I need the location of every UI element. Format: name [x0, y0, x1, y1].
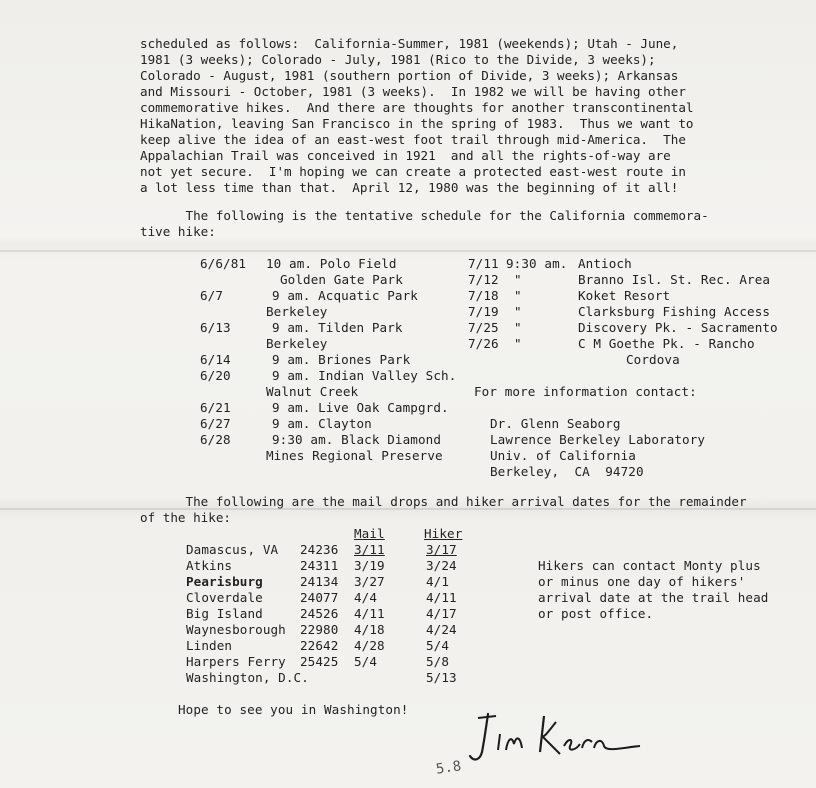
table-zip: 24134 [300, 574, 339, 589]
contact-line: Dr. Glenn Seaborg [490, 416, 621, 431]
text-line: The following is the tentative schedule for the California commemora- [140, 208, 709, 223]
table-zip: 24311 [300, 558, 339, 573]
table-town: Harpers Ferry [186, 654, 286, 669]
table-town: Atkins [186, 558, 233, 573]
table-hiker-date: 5/13 [426, 670, 457, 685]
text-line: not yet secure. I'm hoping we can create a protected east-west route in [140, 164, 686, 179]
text-line: HikaNation, leaving San Francisco in the spring of 1983. Thus we want to [140, 116, 694, 131]
table-town: Linden [186, 638, 233, 653]
schedule-time: " [514, 272, 522, 287]
schedule-time: 9:30 am. [506, 256, 568, 271]
table-zip: 24236 [300, 542, 339, 557]
schedule-date: 6/13 [200, 320, 231, 335]
schedule-place: Cordova [626, 352, 680, 367]
table-zip: 24526 [300, 606, 339, 621]
note-line: or post office. [538, 606, 654, 621]
table-zip: 24077 [300, 590, 339, 605]
schedule-date: 7/26 [468, 336, 499, 351]
postmark-stamp: 5.8 [435, 758, 463, 778]
fold-crease [0, 250, 816, 252]
table-town: Washington, D.C. [186, 670, 309, 685]
schedule-entry: 10 am. Polo Field [266, 256, 397, 271]
schedule-date: 6/6/81 [200, 256, 247, 271]
contact-heading: For more information contact: [474, 384, 697, 399]
table-hiker-date: 4/1 [426, 574, 450, 589]
contact-line: Univ. of California [490, 448, 636, 463]
schedule-place: Branno Isl. St. Rec. Area [578, 272, 771, 287]
schedule-place: Clarksburg Fishing Access [578, 304, 771, 319]
schedule-time: " [514, 288, 522, 303]
schedule-date: 6/7 [200, 288, 224, 303]
note-line: Hikers can contact Monty plus [538, 558, 761, 573]
schedule-entry: Golden Gate Park [280, 272, 403, 287]
text-line: tive hike: [140, 224, 216, 239]
mail-intro [140, 494, 747, 526]
table-town: Damascus, VA [186, 542, 279, 557]
table-zip: 25425 [300, 654, 339, 669]
schedule-entry: Berkeley [266, 304, 328, 319]
table-mail-date: 4/4 [354, 590, 378, 605]
text-line: Appalachian Trail was conceived in 1921 and all the rights-of-way are [140, 148, 671, 163]
schedule-date: 7/11 [468, 256, 499, 271]
schedule-date: 7/12 [468, 272, 499, 287]
note-line: or minus one day of hikers' [538, 574, 746, 589]
table-mail-date: 4/11 [354, 606, 385, 621]
text-line: scheduled as follows: California-Summer, 1981 (weekends); Utah - June, [140, 36, 679, 51]
handwritten-signature [460, 708, 650, 768]
table-hiker-date: 4/24 [426, 622, 457, 637]
column-header-mail: Mail [354, 526, 385, 541]
text-line: keep alive the idea of an east-west foot trail through mid-America. The [140, 132, 686, 147]
schedule-entry: 9 am. Live Oak Campgrd. [272, 400, 449, 415]
text-line: Colorado - August, 1981 (southern portion of Divide, 3 weeks); Arkansas [140, 68, 679, 83]
table-town: Cloverdale [186, 590, 263, 605]
schedule-date: 6/14 [200, 352, 231, 367]
schedule-time: " [514, 336, 522, 351]
table-mail-date: 3/11 [354, 542, 385, 557]
schedule-date: 7/25 [468, 320, 499, 335]
table-hiker-date: 4/17 [426, 606, 457, 621]
schedule-entry: Walnut Creek [266, 384, 359, 399]
schedule-date: 7/19 [468, 304, 499, 319]
text-line: 1981 (3 weeks); Colorado - July, 1981 (Rico to the Divide, 3 weeks); [140, 52, 656, 67]
table-hiker-date: 4/11 [426, 590, 457, 605]
column-header-hiker: Hiker [424, 526, 463, 541]
text-line: and Missouri - October, 1981 (3 weeks). In 1982 we will be having other [140, 84, 686, 99]
schedule-place: Antioch [578, 256, 632, 271]
contact-line: Berkeley, CA 94720 [490, 464, 644, 479]
note-line: arrival date at the trail head [538, 590, 769, 605]
schedule-entry: 9 am. Acquatic Park [272, 288, 418, 303]
table-hiker-date: 3/24 [426, 558, 457, 573]
text-line: The following are the mail drops and hiker arrival dates for the remainder [140, 494, 747, 509]
contact-line: Lawrence Berkeley Laboratory [490, 432, 706, 447]
table-zip: 22642 [300, 638, 339, 653]
schedule-date: 6/28 [200, 432, 231, 447]
schedule-entry: 9 am. Briones Park [272, 352, 411, 367]
schedule-entry: 9 am. Clayton [272, 416, 372, 431]
text-line: a lot less time than that. April 12, 1980 was the beginning of it all! [140, 180, 679, 195]
closing-line: Hope to see you in Washington! [178, 702, 409, 717]
schedule-time: " [514, 320, 522, 335]
table-mail-date: 3/27 [354, 574, 385, 589]
table-hiker-date: 5/4 [426, 638, 450, 653]
table-town: Big Island [186, 606, 263, 621]
schedule-date: 6/21 [200, 400, 231, 415]
table-mail-date: 3/19 [354, 558, 385, 573]
schedule-place: C M Goethe Pk. - Rancho [578, 336, 755, 351]
schedule-date: 6/20 [200, 368, 231, 383]
table-mail-date: 5/4 [354, 654, 378, 669]
table-town: Pearisburg [186, 574, 263, 589]
table-town: Waynesborough [186, 622, 286, 637]
schedule-date: 7/18 [468, 288, 499, 303]
schedule-date: 6/27 [200, 416, 231, 431]
schedule-entry: Berkeley [266, 336, 328, 351]
schedule-entry: 9 am. Tilden Park [272, 320, 403, 335]
schedule-time: " [514, 304, 522, 319]
text-line: of the hike: [140, 510, 231, 525]
table-mail-date: 4/28 [354, 638, 385, 653]
table-hiker-date: 3/17 [426, 542, 457, 557]
schedule-entry: 9:30 am. Black Diamond [272, 432, 442, 447]
schedule-intro [140, 208, 740, 240]
text-line: commemorative hikes. And there are thoughts for another transcontinental [140, 100, 694, 115]
schedule-entry: 9 am. Indian Valley Sch. [272, 368, 457, 383]
intro-paragraph [140, 36, 740, 196]
schedule-entry: Mines Regional Preserve [266, 448, 443, 463]
table-mail-date: 4/18 [354, 622, 385, 637]
schedule-place: Koket Resort [578, 288, 671, 303]
schedule-place: Discovery Pk. - Sacramento [578, 320, 778, 335]
table-hiker-date: 5/8 [426, 654, 450, 669]
table-zip: 22980 [300, 622, 339, 637]
